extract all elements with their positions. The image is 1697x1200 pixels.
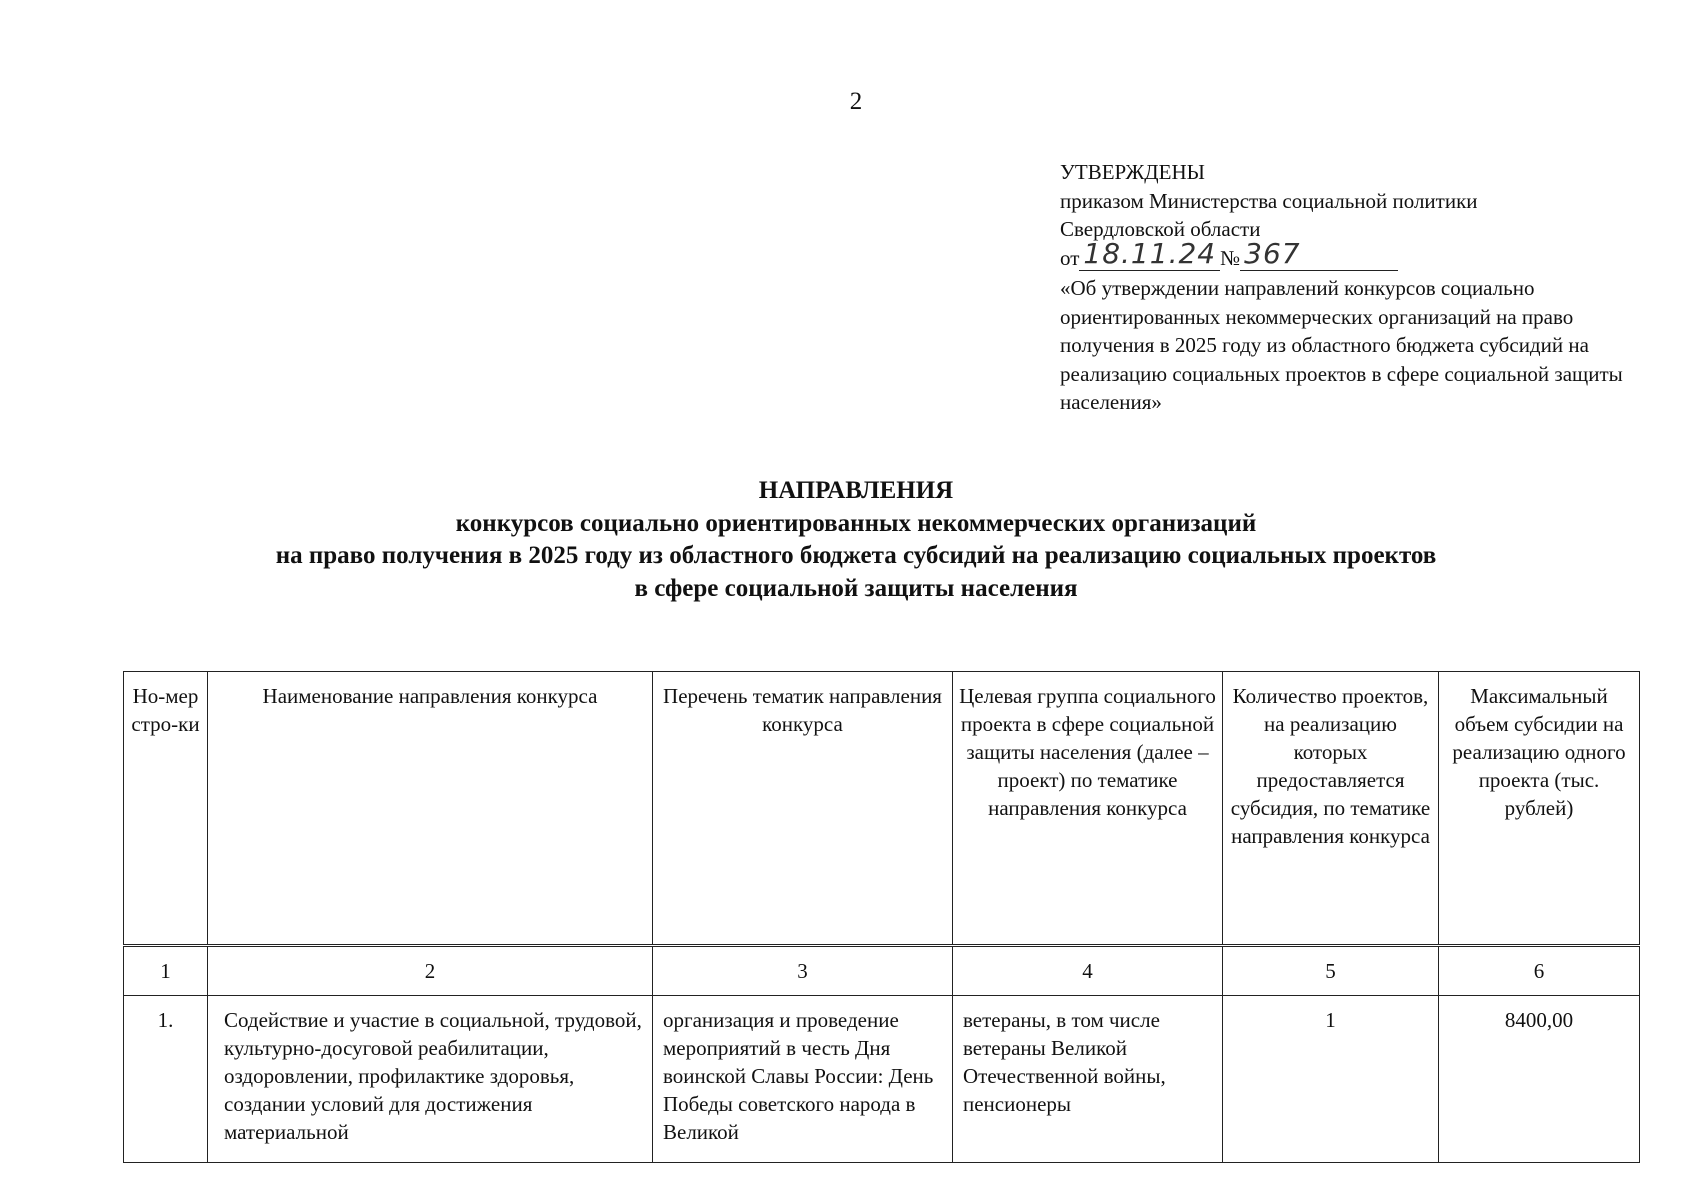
header-row-number: Но-мер стро-ки [124,672,208,946]
approval-line-1: приказом Министерства социальной политики [1060,188,1478,213]
heading-line-3: на право получения в 2025 году из областного бюджета субсидий на реализацию социальных проектов [275,542,1437,569]
cell-topics: организация и проведение мероприятий в честь Дня воинской Славы России: День Победы советского народа в Великой [653,996,953,1163]
column-number: 4 [953,946,1223,996]
number-label: № [1220,245,1241,270]
header-topics: Перечень тематик направления конкурса [653,672,953,946]
header-target-group: Целевая группа социального проекта в сфере социальной защиты населения (далее – проект) по тематике направления конкурса [953,672,1223,946]
table-header-row [124,672,1640,946]
cell-project-count: 1 [1223,996,1439,1163]
table-row [124,996,1640,1163]
column-number: 5 [1223,946,1439,996]
handwritten-date: 18.11.24 [1079,244,1220,271]
cell-max-subsidy: 8400,00 [1439,996,1640,1163]
page-number: 2 [849,88,863,115]
order-title: «Об утверждении направлений конкурсов социально ориентированных некоммерческих организаций на право получения в 2025 году из областного бюджета субсидий на реализацию социальных проектов в сфере социальной защиты населения» [1060,276,1623,414]
column-number: 3 [653,946,953,996]
from-label: от [1060,245,1080,270]
directions-table [123,671,1640,1163]
header-max-subsidy: Максимальный объем субсидии на реализацию одного проекта (тыс. рублей) [1439,672,1640,946]
approval-line-2: Свердловской области [1060,217,1261,241]
column-number-row [124,946,1640,996]
approval-title: УТВЕРЖДЕНЫ [1060,160,1205,184]
order-date-number [1060,236,1640,273]
column-number: 1 [124,946,208,996]
heading-line-1: НАПРАВЛЕНИЯ [758,477,954,504]
column-number: 6 [1439,946,1640,996]
cell-target-group: ветераны, в том числе ветераны Великой Отечественной войны, пенсионеры [953,996,1223,1163]
heading-line-2: конкурсов социально ориентированных некоммерческих организаций [455,509,1257,537]
header-direction-name: Наименование направления конкурса [208,672,653,946]
cell-direction-name: Содействие и участие в социальной, трудовой, культурно-досуговой реабилитации, оздоровлении, профилактике здоровья, создании условий для достижения материальной [208,996,653,1163]
approval-block [1060,158,1640,417]
heading-line-4: в сфере социальной защиты населения [634,574,1078,602]
handwritten-number: 367 [1240,244,1398,271]
header-project-count: Количество проектов, на реализацию которых предоставляется субсидия, по тематике направления конкурса [1223,672,1439,946]
cell-row-number: 1. [124,996,208,1163]
document-heading [0,475,1697,605]
column-number: 2 [208,946,653,996]
